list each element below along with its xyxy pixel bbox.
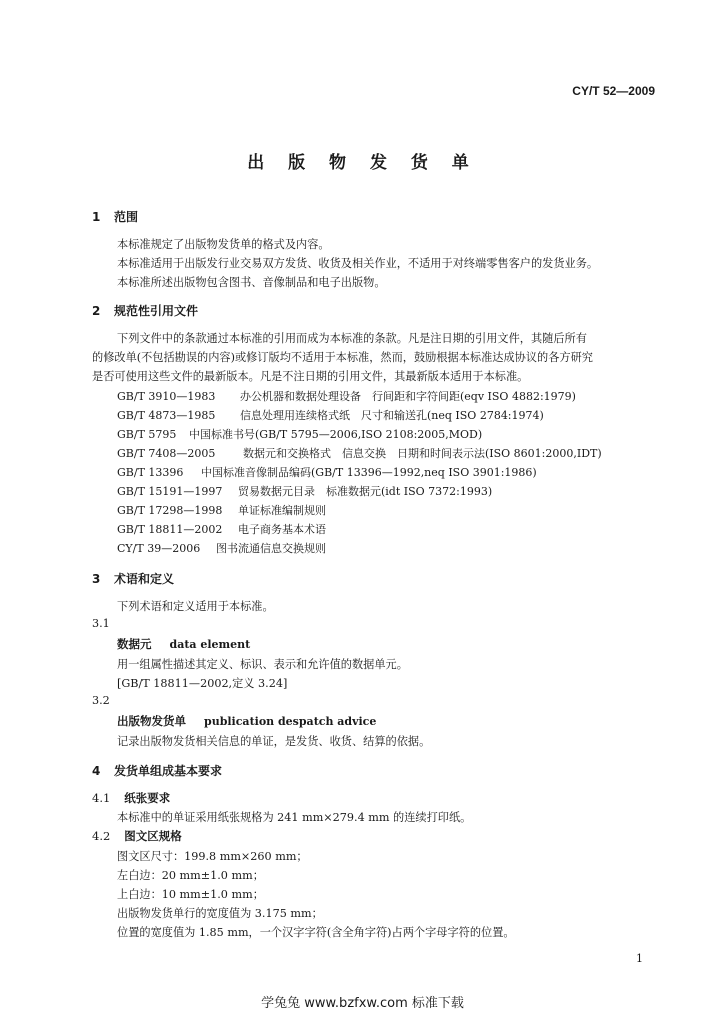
reference-item: GB/T 18811—2002 电子商务基本术语 <box>117 523 326 536</box>
spec-line: 图文区尺寸：199.8 mm×260 mm； <box>117 850 308 863</box>
term-definition: 用一组属性描述其定义、标识、表示和允许值的数据单元。 <box>117 658 408 671</box>
subsection-4-1-heading <box>92 790 170 806</box>
section-number: 1 <box>92 210 101 224</box>
paragraph: 本标准规定了出版物发货单的格式及内容。 <box>117 238 330 251</box>
term-cn: 出版物发货单 <box>117 714 186 728</box>
reference-item: CY/T 39—2006 图书流通信息交换规则 <box>117 542 326 555</box>
term-number: 3.2 <box>92 694 110 707</box>
reference-item: GB/T 15191—1997 贸易数据元目录 标准数据元(idt ISO 7372:1993) <box>117 485 493 498</box>
term-entry <box>117 636 250 652</box>
subsection-number: 4.2 <box>92 829 111 843</box>
subsection-title: 纸张要求 <box>124 791 171 805</box>
page-number: 1 <box>636 952 643 965</box>
term-cn: 数据元 <box>117 637 152 651</box>
section-number: 3 <box>92 572 101 586</box>
spec-line: 出版物发货单行的宽度值为 3.175 mm； <box>117 907 323 920</box>
section-number: 2 <box>92 304 101 318</box>
section-3-heading <box>92 570 174 587</box>
section-2-heading <box>92 302 198 319</box>
section-1-heading <box>92 208 138 225</box>
spec-line: 左白边：20 mm±1.0 mm； <box>117 869 264 882</box>
reference-item: GB/T 13396 中国标准音像制品编码(GB/T 13396—1992,neq ISO 3901:1986) <box>117 466 537 479</box>
paragraph: 本标准所述出版物包含图书、音像制品和电子出版物。 <box>117 276 386 289</box>
section-number: 4 <box>92 764 101 778</box>
section-title: 发货单组成基本要求 <box>114 764 223 778</box>
standard-code: CY/T 52—2009 <box>572 84 655 98</box>
reference-item: GB/T 17298—1998 单证标准编制规则 <box>117 504 326 517</box>
paragraph: 本标准适用于出版发行业交易双方发货、收货及相关作业，不适用于对终端零售客户的发货业务。 <box>117 257 599 270</box>
spec-line: 上白边：10 mm±1.0 mm； <box>117 888 264 901</box>
term-en: publication despatch advice <box>204 715 377 728</box>
subsection-4-2-heading <box>92 828 182 844</box>
paragraph: 本标准中的单证采用纸张规格为 241 mm×279.4 mm 的连续打印纸。 <box>117 811 472 824</box>
reference-item: GB/T 5795 中国标准书号(GB/T 5795—2006,ISO 2108:2005,MOD) <box>117 428 483 441</box>
term-number: 3.1 <box>92 617 110 630</box>
paragraph: 下列文件中的条款通过本标准的引用而成为本标准的条款。凡是注日期的引用文件，其随后所有 <box>117 332 587 345</box>
section-title: 范围 <box>114 210 139 224</box>
paragraph: 的修改单(不包括勘误的内容)或修订版均不适用于本标准，然而，鼓励根据本标准达成协议的各方研究 <box>92 351 593 364</box>
section-4-heading <box>92 762 222 779</box>
watermark-footer: 学兔兔 www.bzfxw.com 标准下载 <box>261 996 464 1011</box>
spec-line: 位置的宽度值为 1.85 mm，一个汉字字符(含全角字符)占两个字母字符的位置。 <box>117 926 515 939</box>
section-title: 规范性引用文件 <box>114 304 199 318</box>
reference-item: GB/T 4873—1985 信息处理用连续格式纸 尺寸和输送孔(neq ISO 2784:1974) <box>117 409 544 422</box>
reference-item: GB/T 3910—1983 办公机器和数据处理设备 行间距和字符间距(eqv ISO 4882:1979) <box>117 390 576 403</box>
reference-item: GB/T 7408—2005 数据元和交换格式 信息交换 日期和时间表示法(ISO 8601:2000,IDT) <box>117 447 602 460</box>
term-source: [GB/T 18811—2002,定义 3.24] <box>117 677 288 690</box>
subsection-number: 4.1 <box>92 791 111 805</box>
paragraph: 下列术语和定义适用于本标准。 <box>117 600 274 613</box>
term-entry <box>117 713 376 729</box>
document-title: 出 版 物 发 货 单 <box>247 153 478 173</box>
term-definition: 记录出版物发货相关信息的单证，是发货、收货、结算的依据。 <box>117 735 431 748</box>
paragraph: 是否可使用这些文件的最新版本。凡是不注日期的引用文件，其最新版本适用于本标准。 <box>92 370 529 383</box>
section-title: 术语和定义 <box>114 572 175 586</box>
term-en: data element <box>169 638 251 651</box>
subsection-title: 图文区规格 <box>124 829 182 843</box>
